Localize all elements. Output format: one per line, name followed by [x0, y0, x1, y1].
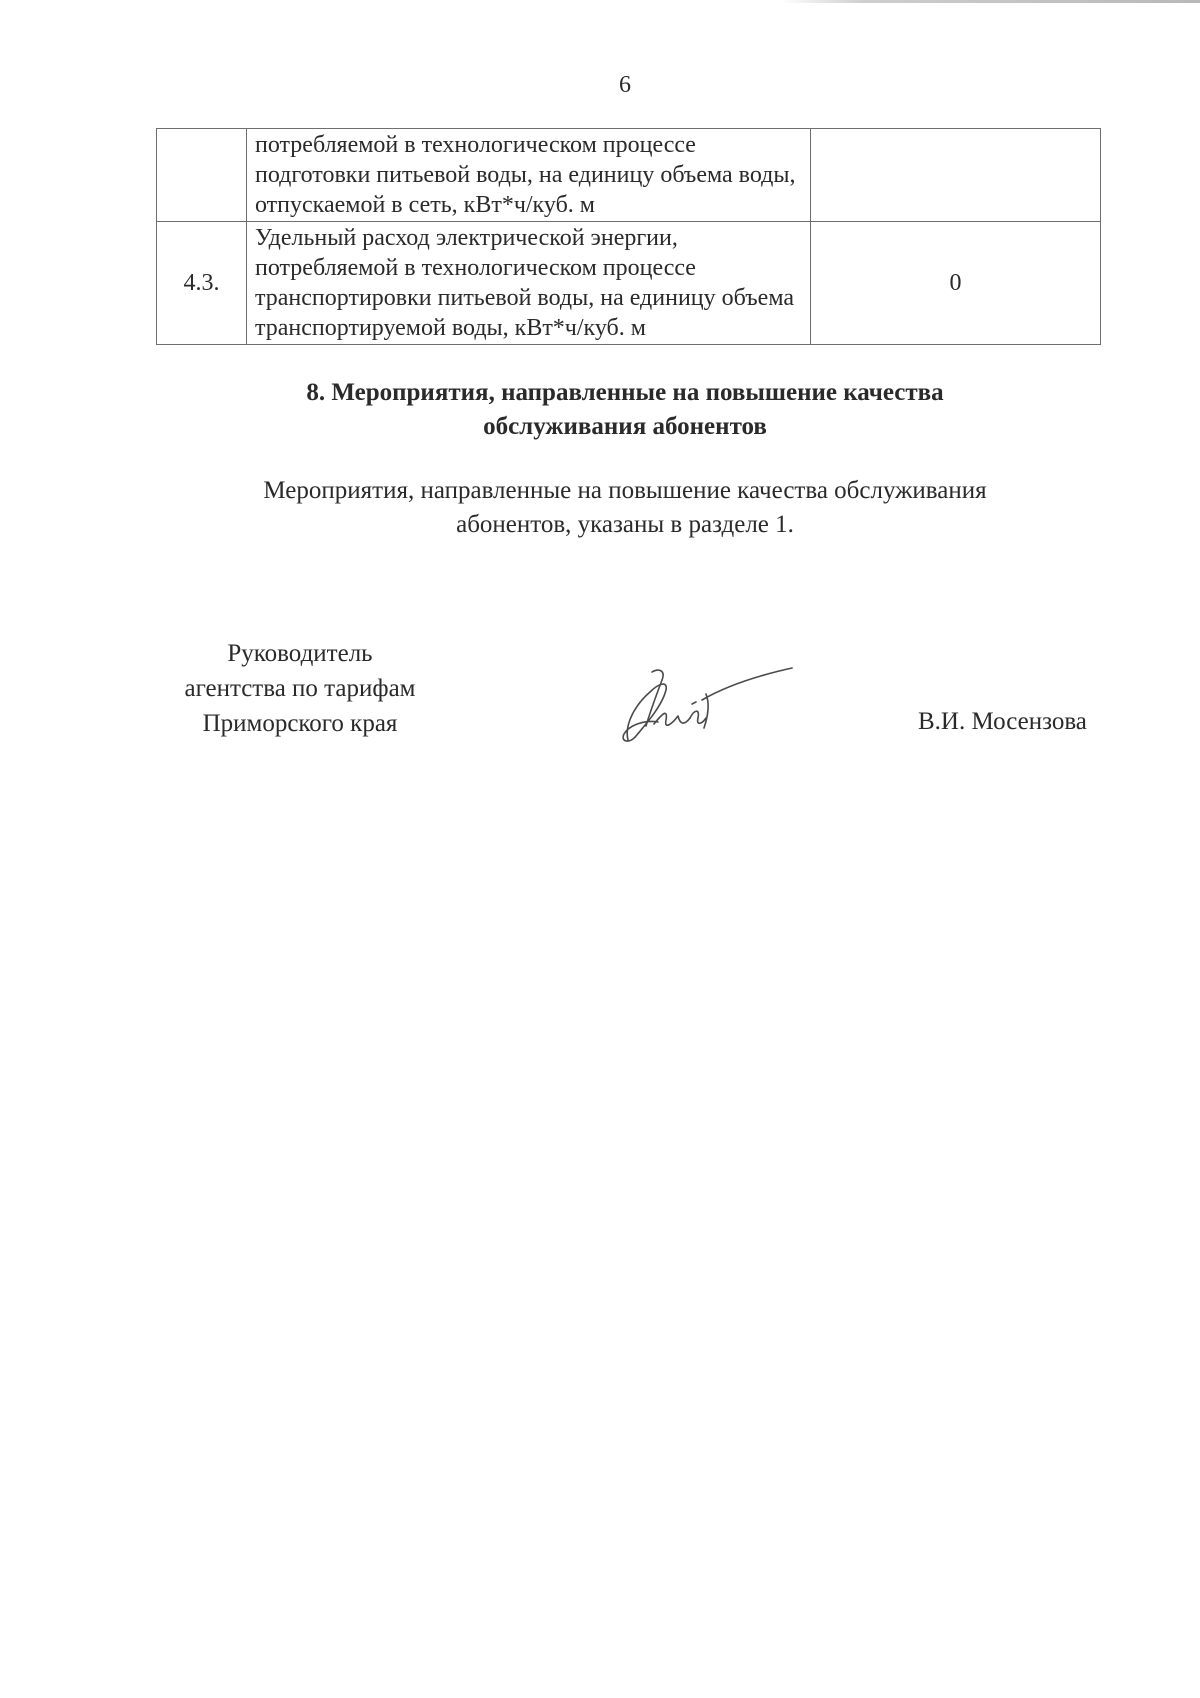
signer-name: В.И. Мосензова	[918, 708, 1087, 735]
section-8-body-line: Мероприятия, направленные на повышение качества обслуживания	[263, 477, 987, 504]
row-value-cell	[811, 129, 1101, 222]
row-description-cell: Удельный расход электрической энергии, потребляемой в технологическом процессе транспортировки питьевой воды, на единицу объема транспортируемой воды, кВт*ч/куб. м	[247, 222, 811, 345]
scan-edge-mark	[780, 0, 1200, 3]
page-number: 6	[619, 72, 631, 98]
signer-title-line: Руководитель	[227, 640, 373, 667]
row-number-cell: 4.3.	[157, 222, 247, 345]
table-row	[157, 129, 1101, 222]
row-value-cell: 0	[811, 222, 1101, 345]
section-8-heading	[150, 376, 1100, 444]
row-description-cell: потребляемой в технологическом процессе подготовки питьевой воды, на единицу объема воды, отпускаемой в сеть, кВт*ч/куб. м	[247, 129, 811, 222]
section-8-body-line: абонентов, указаны в разделе 1.	[456, 511, 794, 538]
signer-title-line: Приморского края	[202, 710, 398, 737]
section-8-body	[150, 474, 1100, 542]
row-number-cell	[157, 129, 247, 222]
signer-title	[150, 636, 450, 741]
signer-title-line: агентства по тарифам	[184, 675, 416, 702]
section-8-heading-line: обслуживания абонентов	[483, 413, 767, 440]
section-8-heading-line: 8. Мероприятия, направленные на повышение качества	[306, 379, 944, 406]
table-row	[157, 222, 1101, 345]
indicators-table	[156, 128, 1101, 345]
handwritten-signature	[606, 664, 806, 748]
